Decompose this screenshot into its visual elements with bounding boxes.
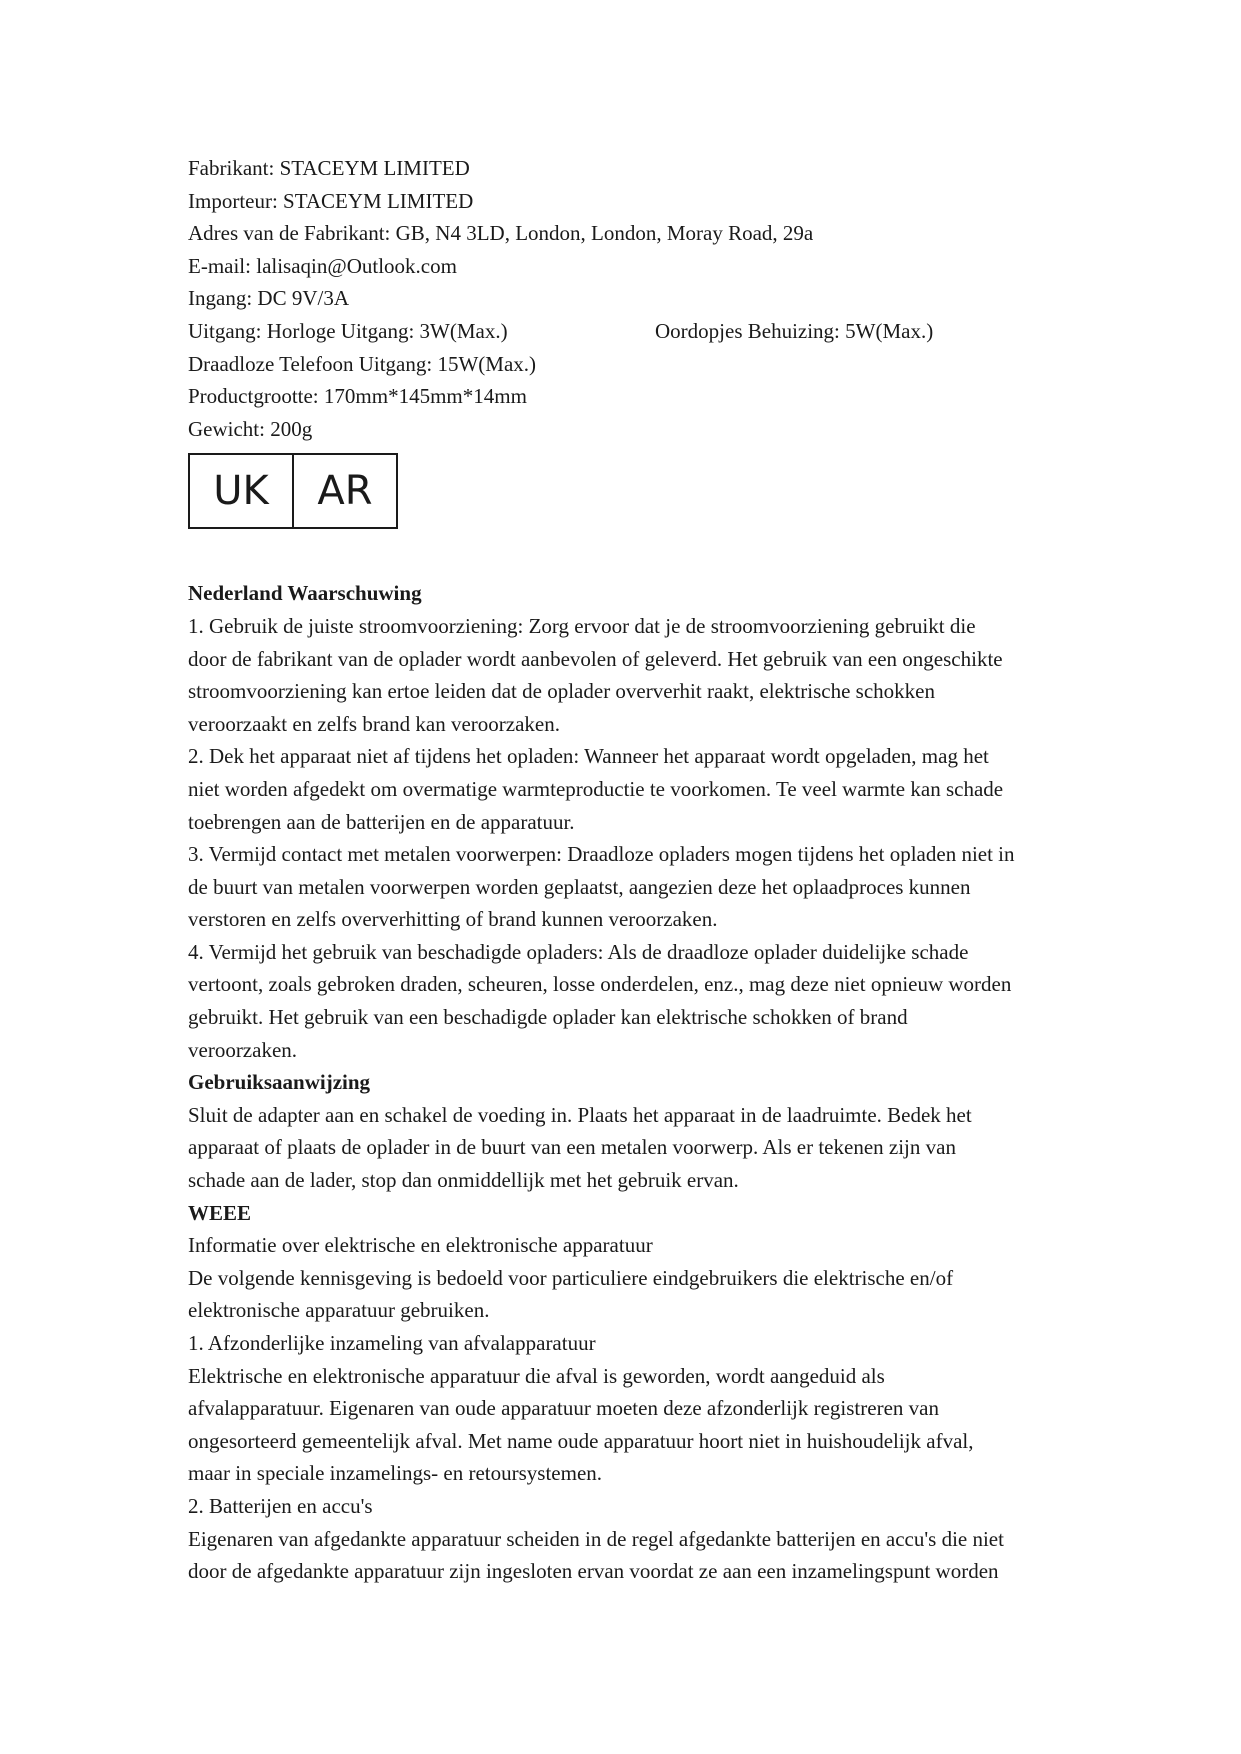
weee-section2-title: 2. Batterijen en accu's xyxy=(188,1493,373,1518)
text-line: de buurt van metalen voorwerpen worden geplaatst, aangezien deze het oplaadproces kunnen xyxy=(188,874,971,899)
text-line: 3. Vermijd contact met metalen voorwerpen: Draadloze opladers mogen tijdens het opladen niet in xyxy=(188,842,1015,867)
text-line: 1. Gebruik de juiste stroomvoorziening: Zorg ervoor dat je de stroomvoorziening gebruikt die xyxy=(188,613,976,638)
text-line: toebrengen aan de batterijen en de apparatuur. xyxy=(188,809,575,834)
text-line: ongesorteerd gemeentelijk afval. Met name oude apparatuur hoort niet in huishoudelijk afval, xyxy=(188,1428,974,1453)
output-row xyxy=(188,315,1068,348)
text-line: veroorzaakt en zelfs brand kan veroorzaken. xyxy=(188,711,560,736)
weee-title: WEEE xyxy=(188,1200,252,1225)
text-line: Elektrische en elektronische apparatuur die afval is geworden, wordt aangeduid als xyxy=(188,1363,885,1388)
text-line: Eigenaren van afgedankte apparatuur scheiden in de regel afgedankte batterijen en accu's die niet xyxy=(188,1526,1004,1551)
text-line: door de fabrikant van de oplader wordt aanbevolen of geleverd. Het gebruik van een ongeschikte xyxy=(188,646,1003,671)
text-line: verstoren en zelfs oververhitting of brand kunnen veroorzaken. xyxy=(188,907,718,932)
output-watch: Uitgang: Horloge Uitgang: 3W(Max.) xyxy=(188,318,508,343)
text-line: gebruikt. Het gebruik van een beschadigde oplader kan elektrische schokken of brand xyxy=(188,1005,908,1030)
text-line: vertoont, zoals gebroken draden, scheuren, losse onderdelen, enz., mag deze niet opnieuw worden xyxy=(188,972,1012,997)
weee-subtitle: Informatie over elektrische en elektronische apparatuur xyxy=(188,1233,653,1258)
output-earbuds: Oordopjes Behuizing: 5W(Max.) xyxy=(655,318,934,343)
weee-section1-body xyxy=(188,1360,1068,1490)
warning-item xyxy=(188,610,1068,740)
size-line: Productgrootte: 170mm*145mm*14mm xyxy=(188,384,527,409)
text-line: schade aan de lader, stop dan onmiddellijk met het gebruik ervan. xyxy=(188,1168,739,1193)
text-line: door de afgedankte apparatuur zijn ingesloten ervan voordat ze aan een inzamelingspunt worden xyxy=(188,1559,999,1584)
text-line: veroorzaken. xyxy=(188,1037,298,1062)
text-line: maar in speciale inzamelings- en retoursystemen. xyxy=(188,1461,603,1486)
input-line: Ingang: DC 9V/3A xyxy=(188,286,349,311)
warning-title: Nederland Waarschuwing xyxy=(188,581,422,606)
text-line: 2. Dek het apparaat niet af tijdens het opladen: Wanneer het apparaat wordt opgeladen, mag het xyxy=(188,744,989,769)
output-phone-line: Draadloze Telefoon Uitgang: 15W(Max.) xyxy=(188,351,537,376)
text-line: Sluit de adapter aan en schakel de voeding in. Plaats het apparaat in de laadruimte. Bedek het xyxy=(188,1102,972,1127)
weee-section2-body xyxy=(188,1523,1068,1588)
warning-item xyxy=(188,838,1068,936)
text-line: afvalapparatuur. Eigenaren van oude apparatuur moeten deze afzonderlijk registreren van xyxy=(188,1396,939,1421)
importer-line: Importeur: STACEYM LIMITED xyxy=(188,188,474,213)
weee-section1-title: 1. Afzonderlijke inzameling van afvalapparatuur xyxy=(188,1331,596,1355)
usage-body xyxy=(188,1099,1068,1197)
mark-left: UK xyxy=(213,468,269,515)
weight-line: Gewicht: 200g xyxy=(188,416,313,441)
text-line: stroomvoorziening kan ertoe leiden dat de oplader oververhit raakt, elektrische schokken xyxy=(188,679,935,704)
weee-intro xyxy=(188,1262,1068,1327)
ukca-mark xyxy=(188,453,398,529)
usage-title: Gebruiksaanwijzing xyxy=(188,1070,371,1095)
email-line: E-mail: lalisaqin@Outlook.com xyxy=(188,253,457,278)
warning-item xyxy=(188,936,1068,1066)
warning-item xyxy=(188,740,1068,838)
text-line: apparaat of plaats de oplader in de buurt van een metalen voorwerp. Als er tekenen zijn van xyxy=(188,1135,956,1160)
spacer xyxy=(188,529,1068,577)
address-line: Adres van de Fabrikant: GB, N4 3LD, London, London, Moray Road, 29a xyxy=(188,221,814,246)
mark-right: AR xyxy=(292,455,396,527)
document-page xyxy=(188,152,1068,1588)
text-line: 4. Vermijd het gebruik van beschadigde opladers: Als de draadloze oplader duidelijke schade xyxy=(188,939,969,964)
text-line: niet worden afgedekt om overmatige warmteproductie te voorkomen. Te veel warmte kan schade xyxy=(188,776,1004,801)
manufacturer-line: Fabrikant: STACEYM LIMITED xyxy=(188,156,470,180)
text-line: elektronische apparatuur gebruiken. xyxy=(188,1298,490,1323)
text-line: De volgende kennisgeving is bedoeld voor particuliere eindgebruikers die elektrische en/of xyxy=(188,1265,954,1290)
